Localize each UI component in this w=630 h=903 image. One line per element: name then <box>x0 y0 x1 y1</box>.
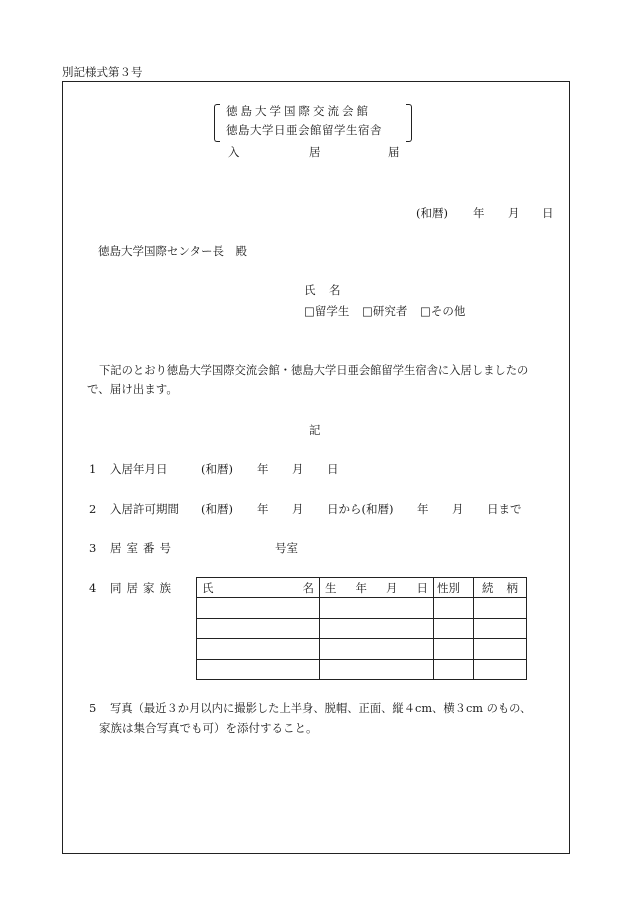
birthdate-cell[interactable] <box>320 598 434 618</box>
item2-month-2: 月 <box>452 502 464 516</box>
body-text-line-1: 下記のとおり徳島大学国際交流会館・徳島大学日亜会館留学生宿舎に入居しましたの <box>99 364 529 377</box>
facility-name-2: 徳島大学日亜会館留学生宿舎 <box>226 123 382 137</box>
item2-year: 年 <box>257 502 269 516</box>
date-month: 月 <box>508 206 520 220</box>
name-cell[interactable] <box>197 598 320 618</box>
date-year: 年 <box>473 206 485 220</box>
gender-cell[interactable] <box>434 618 474 638</box>
item2-month: 月 <box>292 502 304 516</box>
body-text-line-2: で、届け出ます。 <box>87 382 178 396</box>
addressee: 徳島大学国際センター長 殿 <box>98 244 248 258</box>
item4-number: 4 <box>89 581 97 595</box>
relation-cell[interactable] <box>474 659 527 679</box>
item2-number: 2 <box>89 502 97 516</box>
category-researcher-checkbox[interactable]: □研究者 <box>362 304 408 318</box>
item3-number: 3 <box>89 541 97 555</box>
header-name: 氏 名 <box>197 578 320 598</box>
item5-line-2: 家族は集合写真でも可）を添付すること。 <box>99 721 318 735</box>
item3-label: 居室番号 <box>110 541 176 555</box>
left-brace <box>214 104 220 142</box>
birthdate-cell[interactable] <box>320 659 434 679</box>
family-table <box>196 577 527 680</box>
item2-label: 入居許可期間 <box>110 502 179 516</box>
header-relation: 続 柄 <box>474 578 527 598</box>
name-cell[interactable] <box>197 659 320 679</box>
item1-year: 年 <box>257 462 269 476</box>
item2-era: (和暦) <box>201 502 233 516</box>
gender-cell[interactable] <box>434 598 474 618</box>
name-cell[interactable] <box>197 618 320 638</box>
relation-cell[interactable] <box>474 598 527 618</box>
item5-number: 5 <box>89 701 97 715</box>
name-cell[interactable] <box>197 639 320 659</box>
birthdate-cell[interactable] <box>320 618 434 638</box>
family-table-header <box>197 578 527 598</box>
item3-suffix: 号室 <box>275 541 298 555</box>
item1-era: (和暦) <box>201 462 233 476</box>
table-row <box>197 639 527 659</box>
date-era: (和暦) <box>416 206 448 220</box>
category-student-checkbox[interactable]: □留学生 <box>304 304 350 318</box>
ki-heading: 記 <box>309 423 321 437</box>
item1-number: 1 <box>89 462 97 476</box>
header-birthdate: 生 年 月 日 <box>320 578 434 598</box>
header-gender: 性別 <box>434 578 474 598</box>
form-number: 別記様式第３号 <box>62 65 143 79</box>
title-char-2: 居 <box>309 145 321 159</box>
relation-cell[interactable] <box>474 618 527 638</box>
item2-year-2: 年 <box>417 502 429 516</box>
birthdate-cell[interactable] <box>320 639 434 659</box>
relation-cell[interactable] <box>474 639 527 659</box>
applicant-name-char-1: 氏 <box>304 283 316 297</box>
facility-name-1: 徳島大学国際交流会館 <box>226 104 371 118</box>
gender-cell[interactable] <box>434 639 474 659</box>
category-other-checkbox[interactable]: □その他 <box>420 304 466 318</box>
item1-label: 入居年月日 <box>110 462 168 476</box>
applicant-name-char-2: 名 <box>329 283 341 297</box>
table-row <box>197 598 527 618</box>
right-brace <box>406 104 412 142</box>
table-row <box>197 618 527 638</box>
date-day: 日 <box>542 206 554 220</box>
title-char-3: 届 <box>388 145 400 159</box>
table-row <box>197 659 527 679</box>
item4-label: 同居家族 <box>110 581 176 595</box>
title-char-1: 入 <box>228 145 240 159</box>
item1-month: 月 <box>292 462 304 476</box>
item1-day: 日 <box>327 462 339 476</box>
item5-line-1: 写真（最近３か月以内に撮影した上半身、脱帽、正面、縦４cm、横３cm のもの、 <box>110 702 532 715</box>
item2-day-from: 日から(和暦) <box>327 502 394 516</box>
gender-cell[interactable] <box>434 659 474 679</box>
item2-day-until: 日まで <box>487 502 522 516</box>
